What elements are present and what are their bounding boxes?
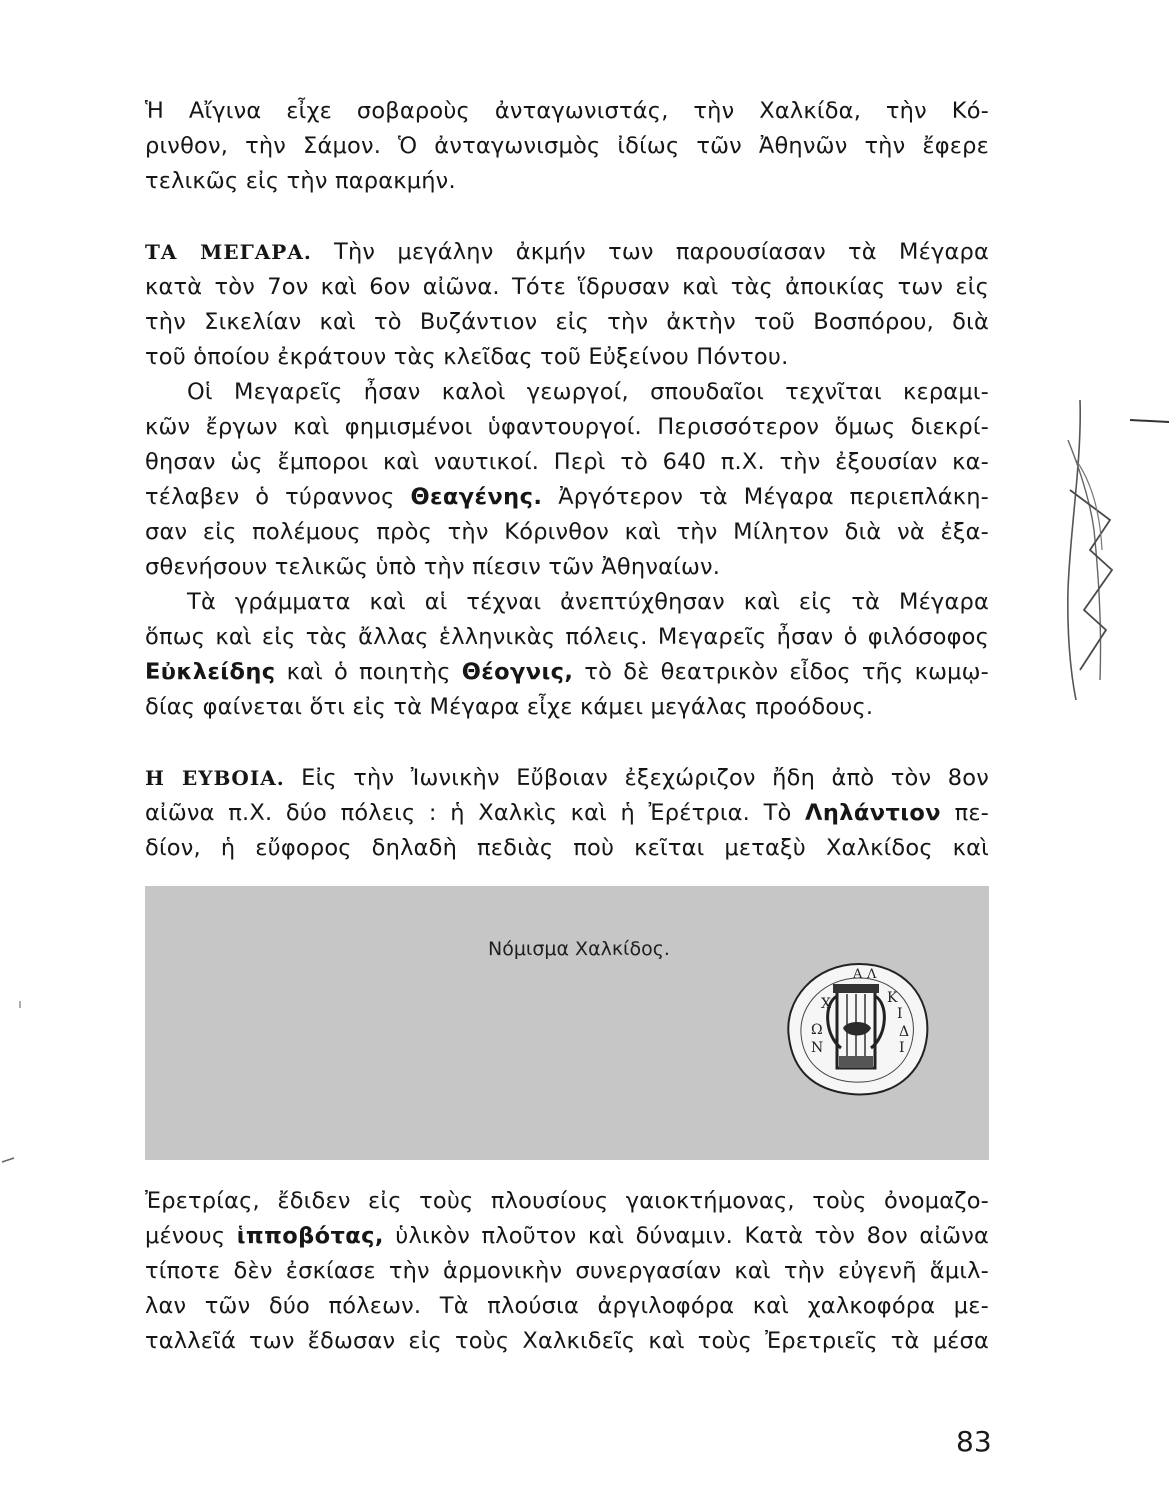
pencil-scribble: [1040, 380, 1169, 710]
figure-caption: Νόμισμα Χαλκίδος.: [488, 938, 670, 960]
term-ippovotas: ἱπποβότας,: [236, 1223, 384, 1249]
coin-letter: Κ: [887, 990, 898, 1006]
paragraph-line: Τὰ γράμματα καὶ αἱ τέχναι ἀνεπτύχθησαν καὶ εἰς τὰ Μέγαρα: [187, 589, 989, 615]
text-run: αἰῶνα π.Χ. δύο πόλεις : ἡ Χαλκὶς καὶ ἡ Ἐρέτρια. Τὸ: [145, 800, 806, 826]
paragraph-line: Οἱ Μεγαρεῖς ἦσαν καλοὶ γεωργοί, σπουδαῖοι τεχνῖται κεραμι-: [187, 379, 989, 405]
paragraph-line: [145, 482, 989, 512]
paragraph-line: σθενήσουν τελικῶς ὑπὸ τὴν πίεσιν τῶν Ἀθηναίων.: [145, 554, 721, 580]
paragraph-line: κῶν ἔργων καὶ φημισμένοι ὑφαντουργοί. Περισσότερον ὅμως διεκρί-: [145, 414, 989, 440]
section-line-megara: [145, 237, 989, 267]
coin-illustration: [775, 952, 935, 1102]
paragraph-line: Ἡ Αἴγινα εἶχε σοβαροὺς ἀνταγωνιστάς, τὴν Χαλκίδα, τὴν Κό-: [145, 98, 989, 124]
paragraph-line: ταλλεῖά των ἔδωσαν εἰς τοὺς Χαλκιδεῖς καὶ τοὺς Ἐρετριεῖς τὰ μέσα: [145, 1328, 989, 1354]
person-name-theognis: Θέογνις,: [461, 659, 574, 685]
text-run: πε-: [941, 800, 989, 826]
paragraph-line: [145, 798, 989, 828]
coin-letter: Ι: [899, 1040, 905, 1056]
text-run: μένους: [145, 1223, 237, 1249]
margin-mark: [15, 1000, 25, 1010]
paragraph-line: [145, 657, 989, 687]
paragraph-line: τὴν Σικελίαν καὶ τὸ Βυζάντιον εἰς τὴν ἀκτὴν τοῦ Βοσπόρου, διὰ: [145, 309, 989, 335]
paragraph-line: λαν τῶν δύο πόλεων. Τὰ πλούσια ἀργιλοφόρα καὶ χαλκοφόρα με-: [145, 1293, 989, 1319]
paragraph-line: τελικῶς εἰς τὴν παρακμήν.: [145, 168, 456, 194]
page-number: 83: [956, 1425, 992, 1458]
paragraph-line: Ἐρετρίας, ἔδιδεν εἰς τοὺς πλουσίους γαιοκτήμονας, τοὺς ὀνομαζο-: [145, 1188, 989, 1214]
paragraph-line: τοῦ ὁποίου ἐκράτουν τὰς κλεῖδας τοῦ Εὐξείνου Πόντου.: [145, 344, 789, 370]
coin-letter: Ι: [897, 1006, 903, 1022]
text-run: τὸ δὲ θεατρικὸν εἶδος τῆς κωμῳ-: [573, 659, 989, 685]
paragraph-line: κατὰ τὸν 7ον καὶ 6ον αἰῶνα. Τότε ἵδρυσαν καὶ τὰς ἀποικίας των εἰς: [145, 274, 989, 300]
coin-letter: Λ: [867, 967, 877, 982]
text-run: Τὴν μεγάλην ἀκμήν των παρουσίασαν τὰ Μέγαρα: [334, 239, 990, 265]
text-run: καὶ ὁ ποιητὴς: [275, 659, 462, 685]
section-heading-evia: Η ΕΥΒΟΙΑ.: [145, 766, 285, 790]
paragraph-line: τίποτε δὲν ἐσκίασε τὴν ἁρμονικὴν συνεργασίαν καὶ τὴν εὐγενῆ ἅμιλ-: [145, 1258, 989, 1284]
paragraph-line: δίας φαίνεται ὅτι εἰς τὰ Μέγαρα εἶχε κάμει μεγάλας προόδους.: [145, 694, 874, 720]
paragraph-line: [145, 1221, 989, 1251]
paragraph-line: ρινθον, τὴν Σάμον. Ὁ ἀνταγωνισμὸς ἰδίως τῶν Ἀθηνῶν τὴν ἔφερε: [145, 133, 989, 159]
section-heading-megara: ΤΑ ΜΕΓΑΡΑ.: [145, 240, 312, 264]
text-run: τέλαβεν ὁ τύραννος: [145, 484, 411, 510]
paragraph-line: σαν εἰς πολέμους πρὸς τὴν Κόρινθον καὶ τὴν Μίλητον διὰ νὰ ἐξα-: [145, 519, 989, 545]
text-run: ὑλικὸν πλοῦτον καὶ δύναμιν. Κατὰ τὸν 8ον αἰῶνα: [383, 1223, 990, 1249]
place-name-lelantion: Ληλάντιον: [805, 800, 942, 826]
coin-letter: Ν: [811, 1040, 824, 1056]
section-line-evia: [145, 763, 989, 793]
coin-letter: Α: [853, 967, 863, 982]
paragraph-line: δίον, ἡ εὔφορος δηλαδὴ πεδιὰς ποὺ κεῖται μεταξὺ Χαλκίδος καὶ: [145, 835, 989, 861]
coin-letter: Δ: [899, 1024, 910, 1040]
coin-letter: Ω: [811, 1022, 823, 1038]
text-run: Εἰς τὴν Ἰωνικὴν Εὔβοιαν ἐξεχώριζον ἤδη ἀπὸ τὸν 8ον: [301, 765, 989, 791]
person-name-eukleides: Εὐκλείδης: [145, 659, 276, 685]
person-name-theagenes: Θεαγένης.: [410, 484, 543, 510]
coin-letter: Χ: [821, 996, 831, 1012]
margin-mark: [0, 1150, 20, 1170]
paragraph-line: ὅπως καὶ εἰς τὰς ἄλλας ἑλληνικὰς πόλεις. Μεγαρεῖς ἦσαν ὁ φιλόσοφος: [145, 624, 989, 650]
text-run: Ἀργότερον τὰ Μέγαρα περιεπλάκη-: [542, 484, 989, 510]
paragraph-line: θησαν ὡς ἔμποροι καὶ ναυτικοί. Περὶ τὸ 640 π.Χ. τὴν ἐξουσίαν κα-: [145, 449, 989, 475]
